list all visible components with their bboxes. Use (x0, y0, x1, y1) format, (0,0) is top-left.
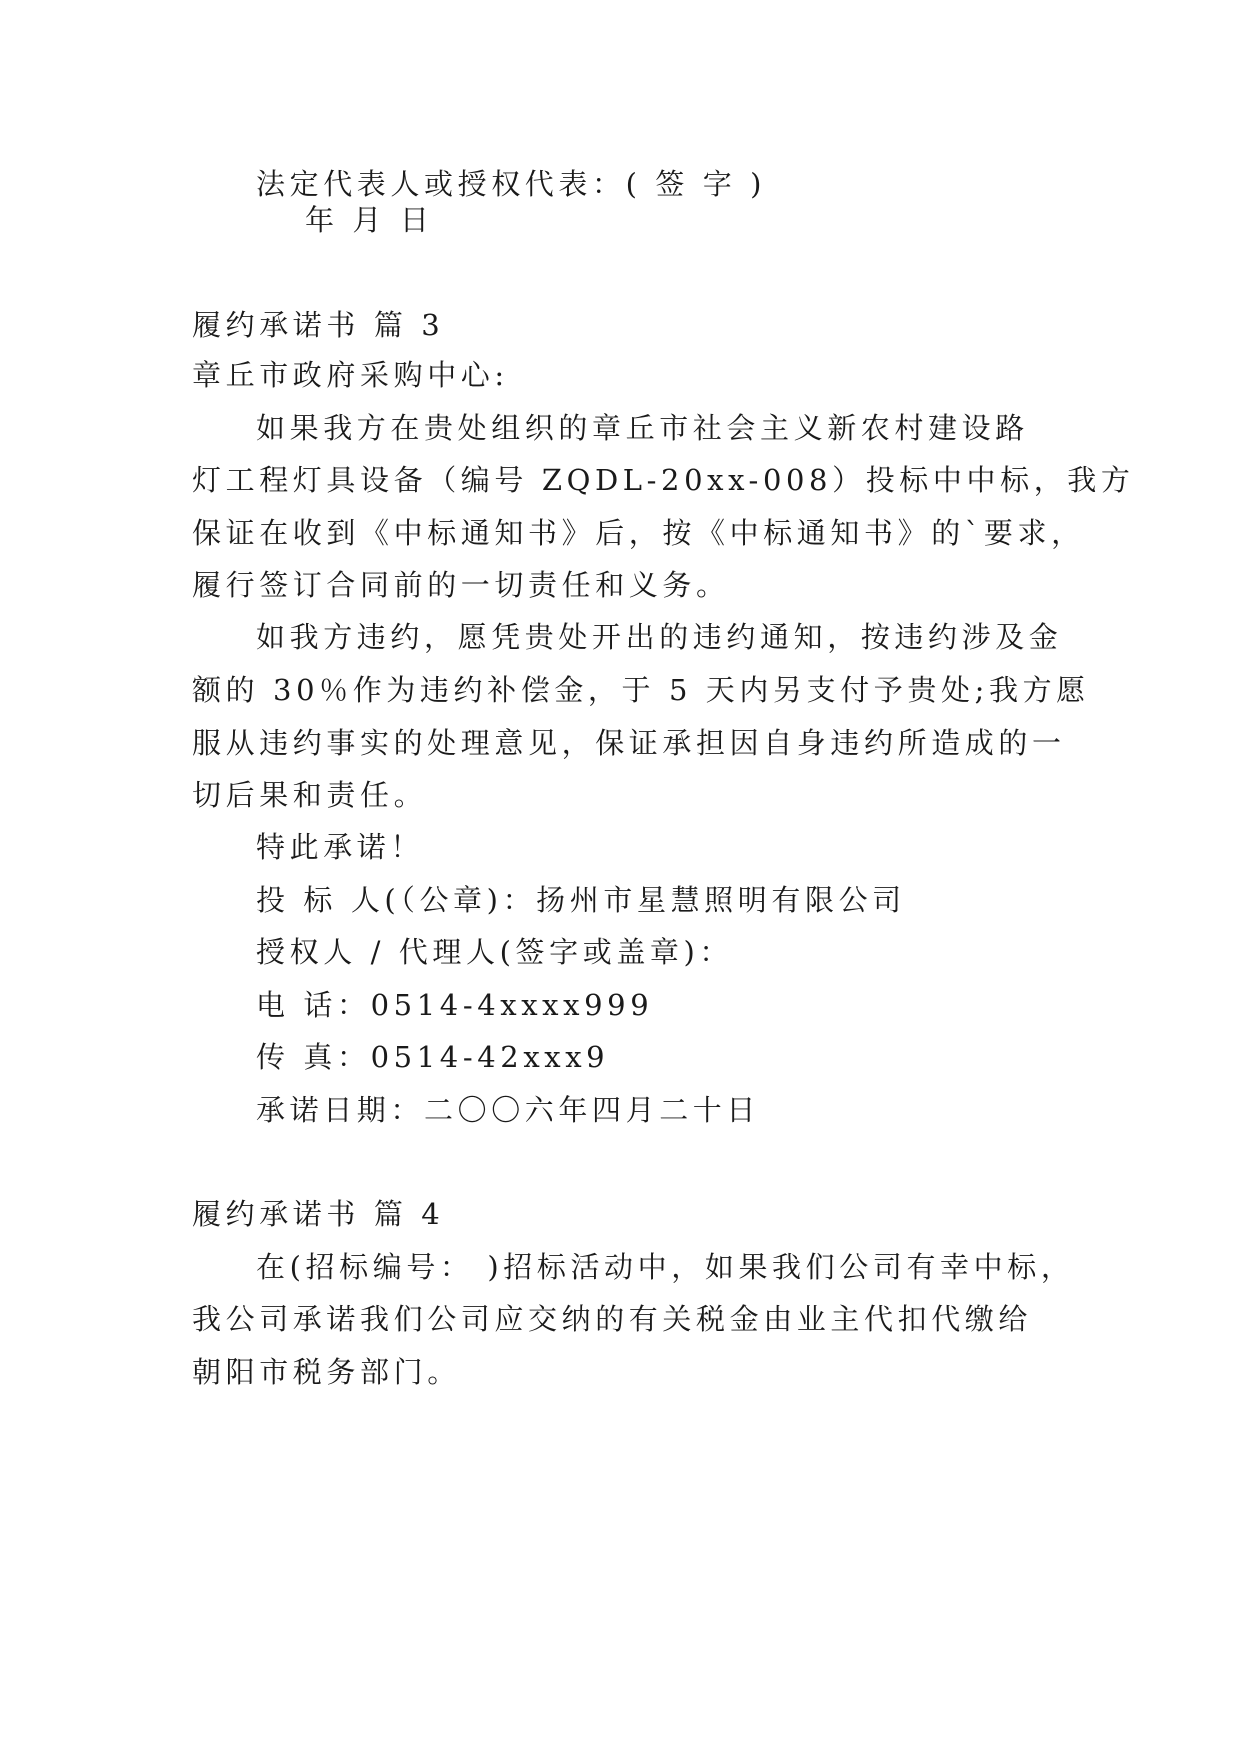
section3-phone: 电 话：0514-4xxxx999 (256, 988, 654, 1022)
section3-date: 承诺日期：二〇〇六年四月二十日 (256, 1093, 761, 1127)
signature-representative-line: 法定代表人或授权代表：( 签 字 ) (256, 167, 767, 201)
section3-para1-line3: 保证在收到《中标通知书》后，按《中标通知书》的`要求， (192, 516, 1085, 550)
section4-para1-line2: 我公司承诺我们公司应交纳的有关税金由业主代扣代缴给 (192, 1302, 1033, 1336)
section3-para2-line4: 切后果和责任。 (192, 778, 428, 812)
section3-closing: 特此承诺！ (256, 830, 425, 864)
section3-para2-line3: 服从违约事实的处理意见，保证承担因自身违约所造成的一 (192, 726, 1066, 760)
section3-authorized: 授权人 / 代理人(签字或盖章)： (256, 935, 734, 969)
section4-para1-line3: 朝阳市税务部门。 (192, 1355, 461, 1389)
section3-heading: 履约承诺书 篇 3 (192, 308, 445, 342)
section3-para1-line4: 履行签订合同前的一切责任和义务。 (192, 568, 730, 602)
signature-date-line: 年 月 日 (305, 203, 434, 237)
section3-addressee: 章丘市政府采购中心: (192, 358, 509, 392)
section3-para1-line1: 如果我方在贵处组织的章丘市社会主义新农村建设路 (256, 411, 1029, 445)
section4-para1-line1: 在(招标编号： )招标活动中，如果我们公司有幸中标， (256, 1250, 1075, 1284)
section3-para1-line2: 灯工程灯具设备（编号 ZQDL-20xx-008）投标中中标，我方 (192, 463, 1135, 497)
section3-para2-line1: 如我方违约，愿凭贵处开出的违约通知，按违约涉及金 (256, 620, 1063, 654)
section4-heading: 履约承诺书 篇 4 (192, 1197, 445, 1231)
section3-bidder: 投 标 人(（公章)：扬州市星慧照明有限公司 (256, 883, 906, 917)
section3-fax: 传 真：0514-42xxx9 (256, 1040, 610, 1074)
section3-para2-line2: 额的 30％作为违约补偿金，于 5 天内另支付予贵处;我方愿 (192, 673, 1090, 707)
